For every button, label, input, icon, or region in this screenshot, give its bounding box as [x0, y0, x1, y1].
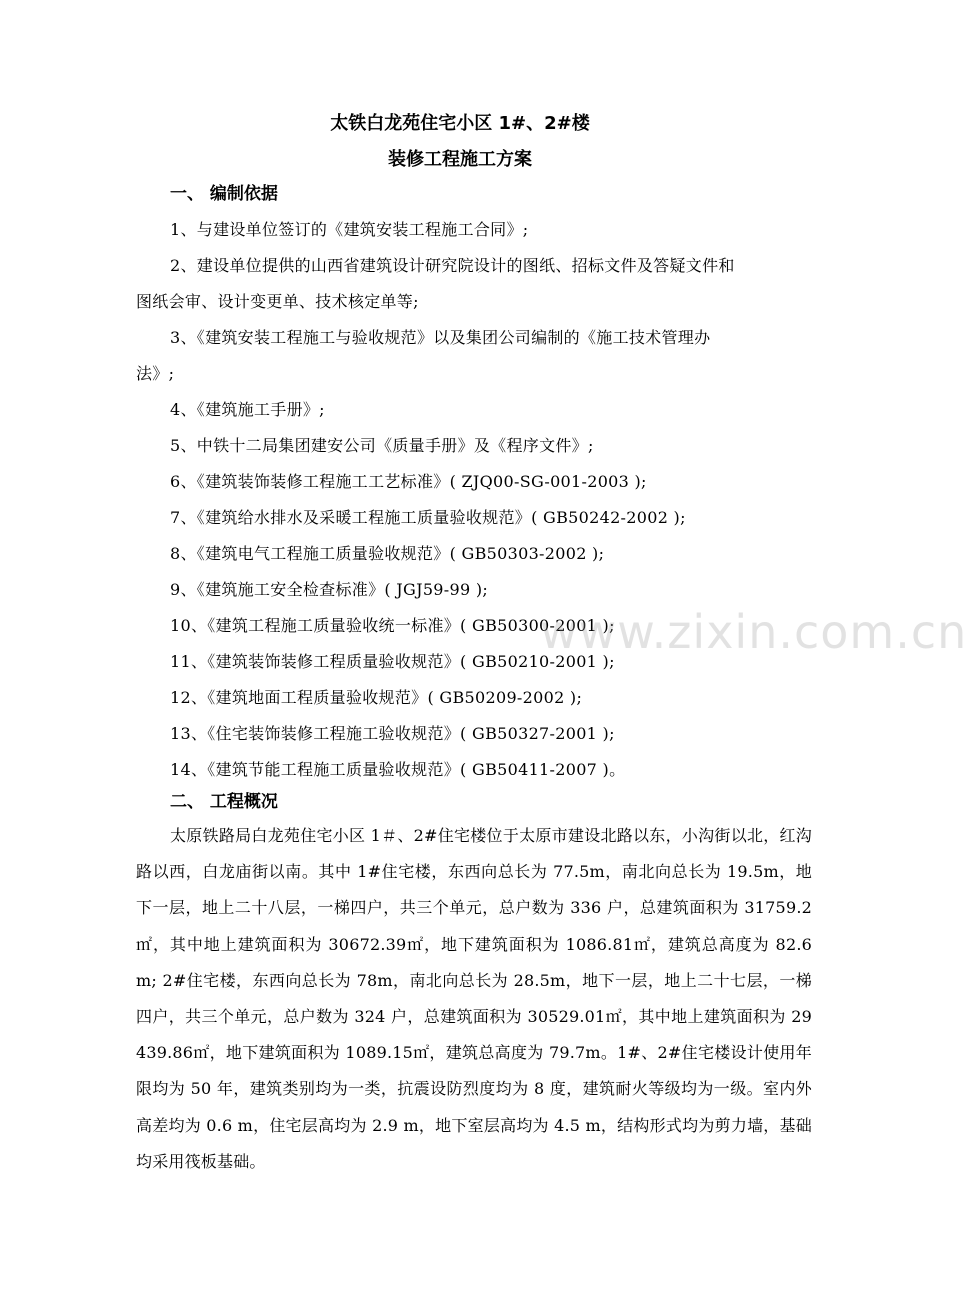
- basis-item-6: 6、《建筑装饰装修工程施工工艺标准》( ZJQ00-SG-001-2003 );: [170, 472, 647, 491]
- section-heading-overview: 二、 工程概况: [170, 792, 278, 812]
- basis-item-2-continued: 图纸会审、设计变更单、技术核定单等;: [136, 292, 419, 311]
- basis-item-11: 11、《建筑装饰装修工程质量验收规范》( GB50210-2001 );: [170, 652, 615, 671]
- basis-item-5: 5、中铁十二局集团建安公司《质量手册》及《程序文件》;: [170, 436, 594, 455]
- basis-item-13: 13、《住宅装饰装修工程施工验收规范》( GB50327-2001 );: [170, 724, 615, 743]
- basis-item-2: 2、建设单位提供的山西省建筑设计研究院设计的图纸、招标文件及答疑文件和: [170, 256, 735, 275]
- project-overview-paragraph: 太原铁路局白龙苑住宅小区 1＃、2#住宅楼位于太原市建设北路以东，小沟街以北，红沟路以西，白龙庙街以南。其中 1#住宅楼，东西向总长为 77.5m，南北向总长为 19.5m，地下一层，地上二十八层，一梯四户，共三个单元，总户数为 336 户，总建筑面积为 31759.2㎡，其中地上建筑面积为 30672.39㎡，地下建筑面积为 1086.81㎡，建筑总高度为 82.6 m; 2#住宅楼，东西向总长为 78m，南北向总长为 28.5m，地下一层，地上二十七层，一梯四户，共三个单元，总户数为 324 户，总建筑面积为 30529.01㎡，其中地上建筑面积为 29439.86㎡，地下建筑面积为 1089.15㎡，建筑总高度为 79.7m。1#、2#住宅楼设计使用年限均为 50 年，建筑类别均为一类，抗震设防烈度均为 8 度，建筑耐火等级均为一级。室内外高差均为 0.6 m，住宅层高均为 2.9 m，地下室层高均为 4.5 m，结构形式均为剪力墙，基础均采用筏板基础。: [136, 826, 812, 1171]
- basis-item-1: 1、与建设单位签订的《建筑安装工程施工合同》;: [170, 220, 529, 239]
- basis-item-8: 8、《建筑电气工程施工质量验收规范》( GB50303-2002 );: [170, 544, 605, 563]
- basis-item-3-continued: 法》;: [136, 364, 175, 383]
- section-heading-basis: 一、 编制依据: [170, 184, 278, 204]
- document-subtitle: 装修工程施工方案: [388, 149, 532, 170]
- document-title: 太铁白龙苑住宅小区 1#、2#楼: [330, 113, 590, 134]
- basis-item-7: 7、《建筑给水排水及采暖工程施工质量验收规范》( GB50242-2002 );: [170, 508, 686, 527]
- basis-item-3: 3、《建筑安装工程施工与验收规范》以及集团公司编制的《施工技术管理办: [170, 328, 711, 347]
- basis-item-9: 9、《建筑施工安全检查标准》( JGJ59-99 );: [170, 580, 489, 599]
- basis-item-10: 10、《建筑工程施工质量验收统一标准》( GB50300-2001 );: [170, 616, 615, 635]
- basis-item-4: 4、《建筑施工手册》;: [170, 400, 325, 419]
- basis-item-14: 14、《建筑节能工程施工质量验收规范》( GB50411-2007 )。: [170, 760, 626, 779]
- watermark-text: www.zixin.com.cn: [540, 605, 967, 659]
- basis-item-12: 12、《建筑地面工程质量验收规范》( GB50209-2002 );: [170, 688, 583, 707]
